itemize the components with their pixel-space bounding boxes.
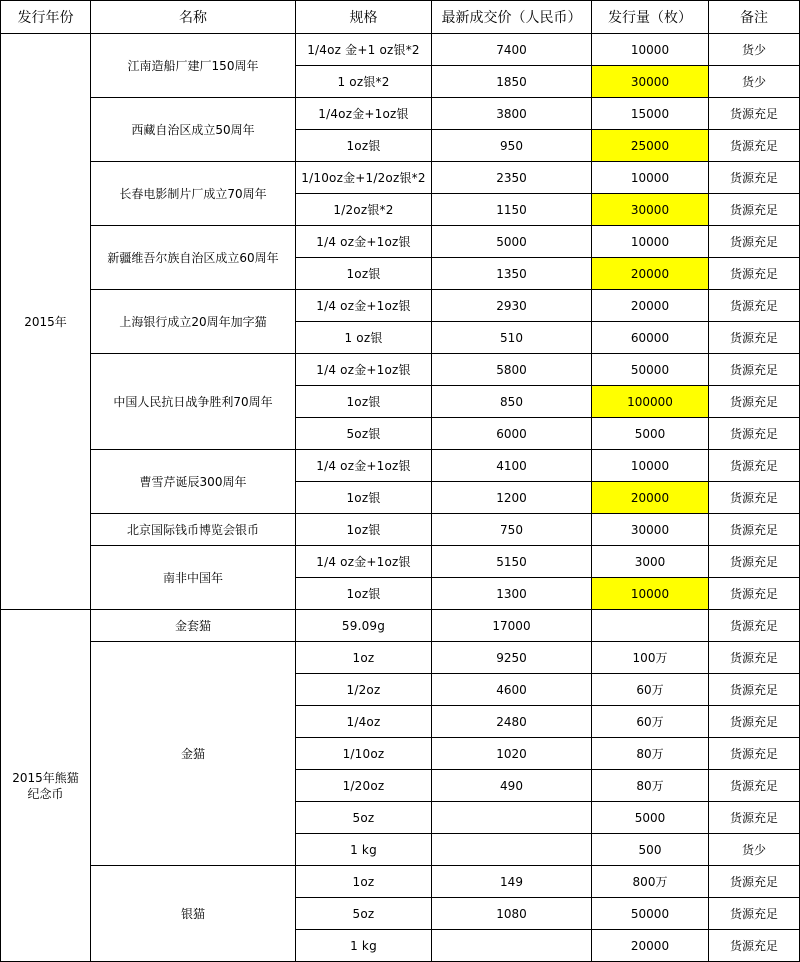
spec-cell: 1oz [296, 866, 432, 898]
header-name: 名称 [91, 1, 296, 34]
spec-cell: 1/4 oz金+1oz银 [296, 226, 432, 258]
note-cell: 货源充足 [709, 450, 800, 482]
table-body [1, 34, 800, 962]
mintage-cell: 60万 [592, 706, 709, 738]
mintage-cell: 500 [592, 834, 709, 866]
mintage-cell: 10000 [592, 34, 709, 66]
mintage-cell: 5000 [592, 802, 709, 834]
price-cell: 1850 [432, 66, 592, 98]
note-cell: 货源充足 [709, 706, 800, 738]
spec-cell: 1oz [296, 642, 432, 674]
price-cell [432, 834, 592, 866]
price-cell: 9250 [432, 642, 592, 674]
note-cell: 货源充足 [709, 578, 800, 610]
price-cell: 850 [432, 386, 592, 418]
mintage-cell: 25000 [592, 130, 709, 162]
year-cell [1, 610, 91, 962]
coin-name-cell: 金套猫 [91, 610, 296, 642]
spec-cell: 1/20oz [296, 770, 432, 802]
price-cell: 1080 [432, 898, 592, 930]
table-row [1, 162, 800, 194]
mintage-cell: 20000 [592, 290, 709, 322]
note-cell: 货源充足 [709, 130, 800, 162]
spec-cell: 1/4 oz金+1oz银 [296, 450, 432, 482]
price-cell: 950 [432, 130, 592, 162]
price-cell: 17000 [432, 610, 592, 642]
mintage-cell: 30000 [592, 514, 709, 546]
header-row [1, 1, 800, 34]
price-cell: 510 [432, 322, 592, 354]
mintage-cell: 30000 [592, 66, 709, 98]
price-cell: 2930 [432, 290, 592, 322]
mintage-cell: 10000 [592, 226, 709, 258]
price-cell: 6000 [432, 418, 592, 450]
spec-cell: 1oz银 [296, 130, 432, 162]
spec-cell: 1/4oz金+1oz银 [296, 98, 432, 130]
spec-cell: 1oz银 [296, 258, 432, 290]
price-cell: 1350 [432, 258, 592, 290]
spec-cell: 5oz银 [296, 418, 432, 450]
coin-name-cell: 金猫 [91, 642, 296, 866]
spec-cell: 5oz [296, 898, 432, 930]
mintage-cell: 80万 [592, 770, 709, 802]
header-mintage: 发行量（枚） [592, 1, 709, 34]
mintage-cell: 60000 [592, 322, 709, 354]
table-row [1, 98, 800, 130]
year-label: 2015年熊猫 [12, 770, 79, 785]
mintage-cell: 80万 [592, 738, 709, 770]
spec-cell: 1/4 oz金+1oz银 [296, 354, 432, 386]
spec-cell: 1 kg [296, 834, 432, 866]
header-year: 发行年份 [1, 1, 91, 34]
spec-cell: 1/4 oz金+1oz银 [296, 546, 432, 578]
mintage-cell: 800万 [592, 866, 709, 898]
note-cell: 货少 [709, 834, 800, 866]
mintage-cell: 15000 [592, 98, 709, 130]
price-cell: 3800 [432, 98, 592, 130]
coin-name-cell: 中国人民抗日战争胜利70周年 [91, 354, 296, 450]
note-cell: 货源充足 [709, 482, 800, 514]
spec-cell: 1oz银 [296, 514, 432, 546]
year-cell [1, 34, 91, 610]
header-note: 备注 [709, 1, 800, 34]
coin-name-cell: 北京国际钱币博览会银币 [91, 514, 296, 546]
price-cell: 5000 [432, 226, 592, 258]
spec-cell: 1oz银 [296, 482, 432, 514]
mintage-cell: 60万 [592, 674, 709, 706]
table-row [1, 354, 800, 386]
coin-name-cell: 新疆维吾尔族自治区成立60周年 [91, 226, 296, 290]
table-row [1, 514, 800, 546]
price-cell: 7400 [432, 34, 592, 66]
mintage-cell: 10000 [592, 162, 709, 194]
spec-cell: 1 oz银*2 [296, 66, 432, 98]
price-cell: 1300 [432, 578, 592, 610]
spec-cell: 1 kg [296, 930, 432, 962]
price-cell: 750 [432, 514, 592, 546]
price-cell: 1200 [432, 482, 592, 514]
price-cell: 5800 [432, 354, 592, 386]
price-cell [432, 930, 592, 962]
coin-name-cell: 上海银行成立20周年加字猫 [91, 290, 296, 354]
price-cell: 5150 [432, 546, 592, 578]
spec-cell: 1 oz银 [296, 322, 432, 354]
note-cell: 货源充足 [709, 98, 800, 130]
table-row [1, 546, 800, 578]
note-cell: 货源充足 [709, 226, 800, 258]
coin-name-cell: 江南造船厂建厂150周年 [91, 34, 296, 98]
price-cell: 1020 [432, 738, 592, 770]
note-cell: 货源充足 [709, 258, 800, 290]
spec-cell: 1oz银 [296, 386, 432, 418]
note-cell: 货源充足 [709, 514, 800, 546]
note-cell: 货源充足 [709, 898, 800, 930]
spec-cell: 5oz [296, 802, 432, 834]
header-spec: 规格 [296, 1, 432, 34]
note-cell: 货源充足 [709, 194, 800, 226]
mintage-cell: 30000 [592, 194, 709, 226]
note-cell: 货源充足 [709, 866, 800, 898]
table-row [1, 642, 800, 674]
price-cell: 4100 [432, 450, 592, 482]
note-cell: 货源充足 [709, 642, 800, 674]
note-cell: 货源充足 [709, 354, 800, 386]
price-cell: 2480 [432, 706, 592, 738]
note-cell: 货少 [709, 66, 800, 98]
note-cell: 货源充足 [709, 418, 800, 450]
table-row [1, 610, 800, 642]
note-cell: 货源充足 [709, 610, 800, 642]
coin-name-cell: 银猫 [91, 866, 296, 962]
price-cell: 149 [432, 866, 592, 898]
spec-cell: 1/2oz [296, 674, 432, 706]
table-row [1, 866, 800, 898]
coin-name-cell: 南非中国年 [91, 546, 296, 610]
spec-cell: 1/2oz银*2 [296, 194, 432, 226]
spec-cell: 1/4oz [296, 706, 432, 738]
year-label: 纪念币 [27, 786, 64, 801]
price-cell: 1150 [432, 194, 592, 226]
header-price: 最新成交价（人民币） [432, 1, 592, 34]
mintage-cell: 50000 [592, 354, 709, 386]
price-cell: 490 [432, 770, 592, 802]
spec-cell: 1/4oz 金+1 oz银*2 [296, 34, 432, 66]
spec-cell: 1/4 oz金+1oz银 [296, 290, 432, 322]
spec-cell: 1/10oz [296, 738, 432, 770]
mintage-cell: 10000 [592, 578, 709, 610]
table-row [1, 226, 800, 258]
coin-name-cell: 长春电影制片厂成立70周年 [91, 162, 296, 226]
spec-cell: 1/10oz金+1/2oz银*2 [296, 162, 432, 194]
mintage-cell: 5000 [592, 418, 709, 450]
price-cell: 2350 [432, 162, 592, 194]
mintage-cell: 100万 [592, 642, 709, 674]
note-cell: 货少 [709, 34, 800, 66]
coin-name-cell: 曹雪芹诞辰300周年 [91, 450, 296, 514]
note-cell: 货源充足 [709, 930, 800, 962]
mintage-cell: 20000 [592, 258, 709, 290]
mintage-cell: 10000 [592, 450, 709, 482]
mintage-cell: 100000 [592, 386, 709, 418]
note-cell: 货源充足 [709, 290, 800, 322]
note-cell: 货源充足 [709, 322, 800, 354]
price-cell [432, 802, 592, 834]
year-label: 2015年 [24, 314, 67, 329]
mintage-cell: 20000 [592, 930, 709, 962]
note-cell: 货源充足 [709, 386, 800, 418]
note-cell: 货源充足 [709, 770, 800, 802]
note-cell: 货源充足 [709, 674, 800, 706]
note-cell: 货源充足 [709, 738, 800, 770]
mintage-cell: 50000 [592, 898, 709, 930]
mintage-cell: 20000 [592, 482, 709, 514]
mintage-cell: 3000 [592, 546, 709, 578]
note-cell: 货源充足 [709, 546, 800, 578]
table-row [1, 290, 800, 322]
price-cell: 4600 [432, 674, 592, 706]
table-row [1, 450, 800, 482]
spec-cell: 59.09g [296, 610, 432, 642]
coin-name-cell: 西藏自治区成立50周年 [91, 98, 296, 162]
note-cell: 货源充足 [709, 162, 800, 194]
table-row [1, 34, 800, 66]
spec-cell: 1oz银 [296, 578, 432, 610]
note-cell: 货源充足 [709, 802, 800, 834]
mintage-cell [592, 610, 709, 642]
